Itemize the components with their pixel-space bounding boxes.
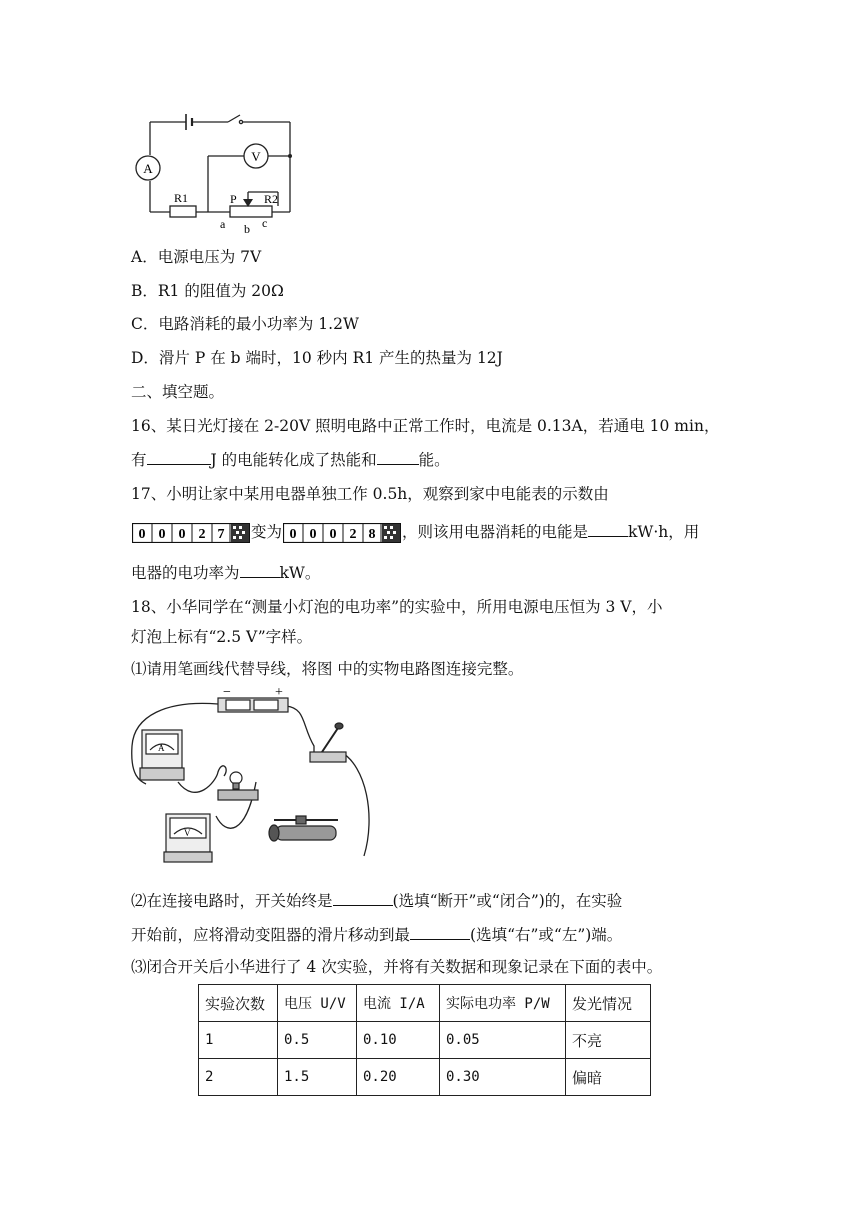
q17-blank-1[interactable] [588,522,628,537]
table-cell: 1.5 [278,1059,357,1096]
table-header-cell: 实验次数 [199,985,278,1022]
q18-blank-1[interactable] [333,891,393,906]
table-cell: 0.10 [357,1022,440,1059]
section-title: 二、填空题。 [131,383,225,401]
table-cell: 偏暗 [566,1059,651,1096]
energy-meter-reading-2 [283,523,401,543]
ammeter-a-label: A [158,743,165,753]
table-cell: 1 [199,1022,278,1059]
option-a: A．电源电压为 7V [131,248,262,266]
r1-label: R1 [174,191,189,205]
q16-blank-1[interactable] [147,450,211,465]
q18-blank-2[interactable] [410,925,470,940]
q17-text-d: 电器的电功率为 [131,564,240,582]
a-label: a [220,217,226,231]
circuit-diagram-1 [128,100,308,235]
meter1-digit-1: 0 [138,527,146,542]
q16-text-c: 能。 [418,451,450,469]
q16-line1: 16、某日光灯接在 2-20V 照明电路中正常工作时，电流是 0.13A，若通电 10 min， [131,417,720,435]
q16-line2 [131,449,450,471]
meter1-digit-3: 0 [178,527,186,542]
table-header-cell: 电流 I/A [357,985,440,1022]
table-cell: 2 [199,1059,278,1096]
table-cell: 0.05 [440,1022,566,1059]
voltmeter-label: V [251,149,261,164]
meter2-digit-5: 8 [368,527,376,542]
c-label: c [262,216,268,230]
q18-line2: 灯泡上标有“2.5 V”字样。 [131,628,313,646]
q17-line1: 17、小明让家中某用电器单独工作 0.5h，观察到家中电能表的示数由 [131,485,609,503]
table-row [199,1059,651,1096]
experiment-circuit-figure [126,686,386,864]
q16-text-a: 有 [131,451,147,469]
table-header-cell: 发光情况 [566,985,651,1022]
table-cell: 0.20 [357,1059,440,1096]
voltmeter-v-label: V [184,828,191,838]
meter2-digit-1: 0 [289,527,297,542]
table-cell: 0.30 [440,1059,566,1096]
option-b: B．R1 的阻值为 20Ω [131,282,284,300]
p-label: P [230,192,237,206]
q17-text-e: kW。 [279,564,321,582]
meter1-digit-2: 0 [158,527,166,542]
q17-line2 [131,521,699,543]
ammeter-label: A [143,161,153,176]
q18-sub2-line2 [131,924,622,946]
table-header-row [199,985,651,1022]
q18-sub2-text-a: ⑵在连接电路时，开关始终是 [131,892,333,910]
table-cell: 0.5 [278,1022,357,1059]
meter1-digit-4: 2 [198,527,206,542]
meter2-digit-2: 0 [309,527,317,542]
q18-sub2-text-c: 开始前，应将滑动变阻器的滑片移动到最 [131,926,411,944]
experiment-data-table [198,984,651,1096]
table-cell: 不亮 [566,1022,651,1059]
table-row [199,1022,651,1059]
q16-text-b: J 的电能转化成了热能和 [210,451,377,469]
battery-plus-label: + [275,686,283,700]
q17-change-word: 变为 [251,523,283,541]
option-d: D．滑片 P 在 b 端时，10 秒内 R1 产生的热量为 12J [131,349,503,367]
q17-text-b: ，则该用电器消耗的电能是 [402,523,589,541]
q16-blank-2[interactable] [377,450,419,465]
q18-sub2-line1 [131,890,622,912]
meter2-digit-3: 0 [329,527,337,542]
q17-text-c: kW·h，用 [628,523,700,541]
energy-meter-reading-1 [132,523,250,543]
q18-sub2-text-d: (选填“右”或“左”)端。 [470,926,623,944]
q18-sub2-text-b: (选填“断开”或“闭合”)的，在实验 [392,892,623,910]
r2-label: R2 [264,192,279,206]
q18-sub1: ⑴请用笔画线代替导线，将图 中的实物电路图连接完整。 [131,660,524,678]
table-header-cell: 实际电功率 P/W [440,985,566,1022]
battery-minus-label: − [223,686,231,700]
option-c: C．电路消耗的最小功率为 1.2W [131,315,359,333]
table-header-cell: 电压 U/V [278,985,357,1022]
meter1-digit-5: 7 [217,527,225,542]
q17-blank-2[interactable] [240,563,280,578]
q18-sub3: ⑶闭合开关后小华进行了 4 次实验，并将有关数据和现象记录在下面的表中。 [131,958,663,976]
b-label: b [244,222,250,235]
q17-line3 [131,562,320,584]
meter2-digit-4: 2 [349,527,357,542]
q18-line1: 18、小华同学在“测量小灯泡的电功率”的实验中，所用电源电压恒为 3 V，小 [131,598,663,616]
